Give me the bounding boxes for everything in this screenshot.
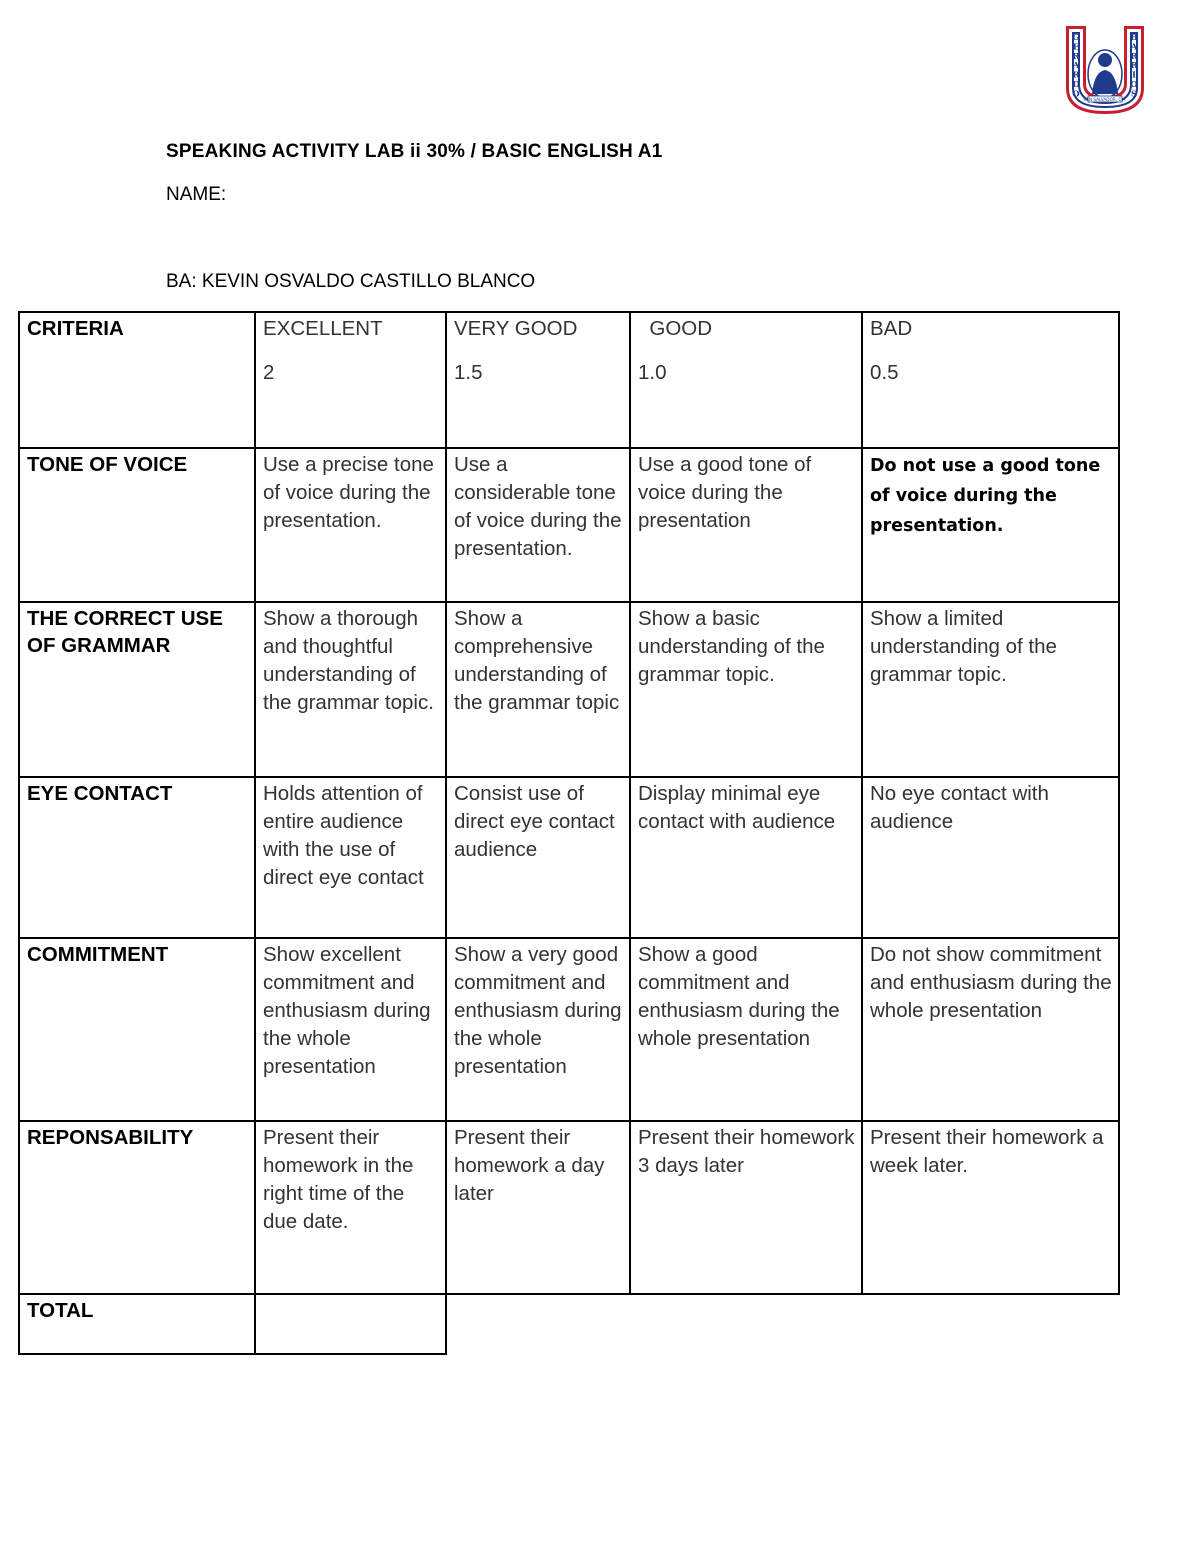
logo-letter: B [1130,33,1138,43]
descriptor-cell: Holds attention of entire audience with the use of direct eye contact [255,777,446,938]
descriptor-cell: Use a precise tone of voice during the presentation. [255,448,446,602]
logo-letter: I [1132,70,1136,81]
logo-letter: R [1072,70,1080,81]
empty-area [446,1294,1119,1354]
descriptor-cell: Show a limited understanding of the grammar topic. [862,602,1119,777]
descriptor-cell: Show a very good commitment and enthusiasm during the whole presentation [446,938,630,1121]
logo-letter: S [1130,89,1138,100]
descriptor-cell: Present their homework a week later. [862,1121,1119,1294]
descriptor-cell: Consist use of direct eye contact audience [446,777,630,938]
logo-letter: O [1130,80,1138,90]
logo-letter: A [1072,61,1080,72]
criteria-header: CRITERIA [19,312,255,448]
descriptor-cell: Do not show commitment and enthusiasm during the whole presentation [862,938,1119,1121]
university-logo [1064,22,1146,116]
total-row [19,1294,1119,1354]
university-logo-icon [1064,22,1146,116]
criterion-cell: THE CORRECT USE OF GRAMMAR [19,602,255,777]
descriptor-cell: Show a comprehensive understanding of the grammar topic [446,602,630,777]
level-name: GOOD [638,317,713,340]
level-header-very-good [446,312,630,448]
criterion-cell: REPONSABILITY [19,1121,255,1294]
logo-letter: R [1130,51,1138,62]
name-label: NAME: [166,184,227,205]
descriptor-cell: Present their homework in the right time of the due date. [255,1121,446,1294]
descriptor-cell: Display minimal eye contact with audience [630,777,862,938]
ba-line: BA: KEVIN OSVALDO CASTILLO BLANCO [166,271,536,292]
logo-caption: SAN SALVADOR, C.A. [1083,97,1127,102]
table-header-row [19,312,1119,448]
descriptor-cell: Use a good tone of voice during the presentation [630,448,862,602]
logo-letter: R [1130,61,1138,72]
total-value-field[interactable] [255,1294,446,1354]
descriptor-cell: Show a good commitment and enthusiasm during the whole presentation [630,938,862,1121]
level-header-bad [862,312,1119,448]
table-row [19,602,1119,777]
table-row [19,1121,1119,1294]
logo-letter: G [1072,33,1080,43]
descriptor-cell: Show a basic understanding of the grammar topic. [630,602,862,777]
criterion-cell: TONE OF VOICE [19,448,255,602]
logo-letter: R [1072,51,1080,62]
table-row [19,938,1119,1121]
criterion-cell: EYE CONTACT [19,777,255,938]
table-row [19,777,1119,938]
descriptor-cell: Present their homework a day later [446,1121,630,1294]
level-points: 1.5 [454,361,483,384]
level-name: BAD [870,317,913,340]
level-header-good [630,312,862,448]
level-name: VERY GOOD [454,317,578,340]
logo-letter: A [1130,42,1138,53]
level-points: 0.5 [870,361,899,384]
table-row [19,448,1119,602]
descriptor-cell: Show a thorough and thoughtful understanding of the grammar topic. [255,602,446,777]
level-points: 1.0 [638,361,667,384]
total-label: TOTAL [19,1294,255,1354]
descriptor-cell: Show excellent commitment and enthusiasm during the whole presentation [255,938,446,1121]
descriptor-cell: Do not use a good tone of voice during the presentation. [862,448,1119,602]
descriptor-cell: No eye contact with audience [862,777,1119,938]
criterion-cell: COMMITMENT [19,938,255,1121]
level-points: 2 [263,361,275,384]
level-name: EXCELLENT [263,317,383,340]
logo-letter: D [1072,80,1080,90]
logo-letter: O [1072,89,1080,100]
level-header-excellent [255,312,446,448]
descriptor-cell: Present their homework 3 days later [630,1121,862,1294]
descriptor-cell: Use a considerable tone of voice during the presentation. [446,448,630,602]
document-title: SPEAKING ACTIVITY LAB ii 30% / BASIC ENGLISH A1 [166,141,663,162]
logo-letter: E [1072,42,1080,53]
rubric-table [18,311,1120,1355]
